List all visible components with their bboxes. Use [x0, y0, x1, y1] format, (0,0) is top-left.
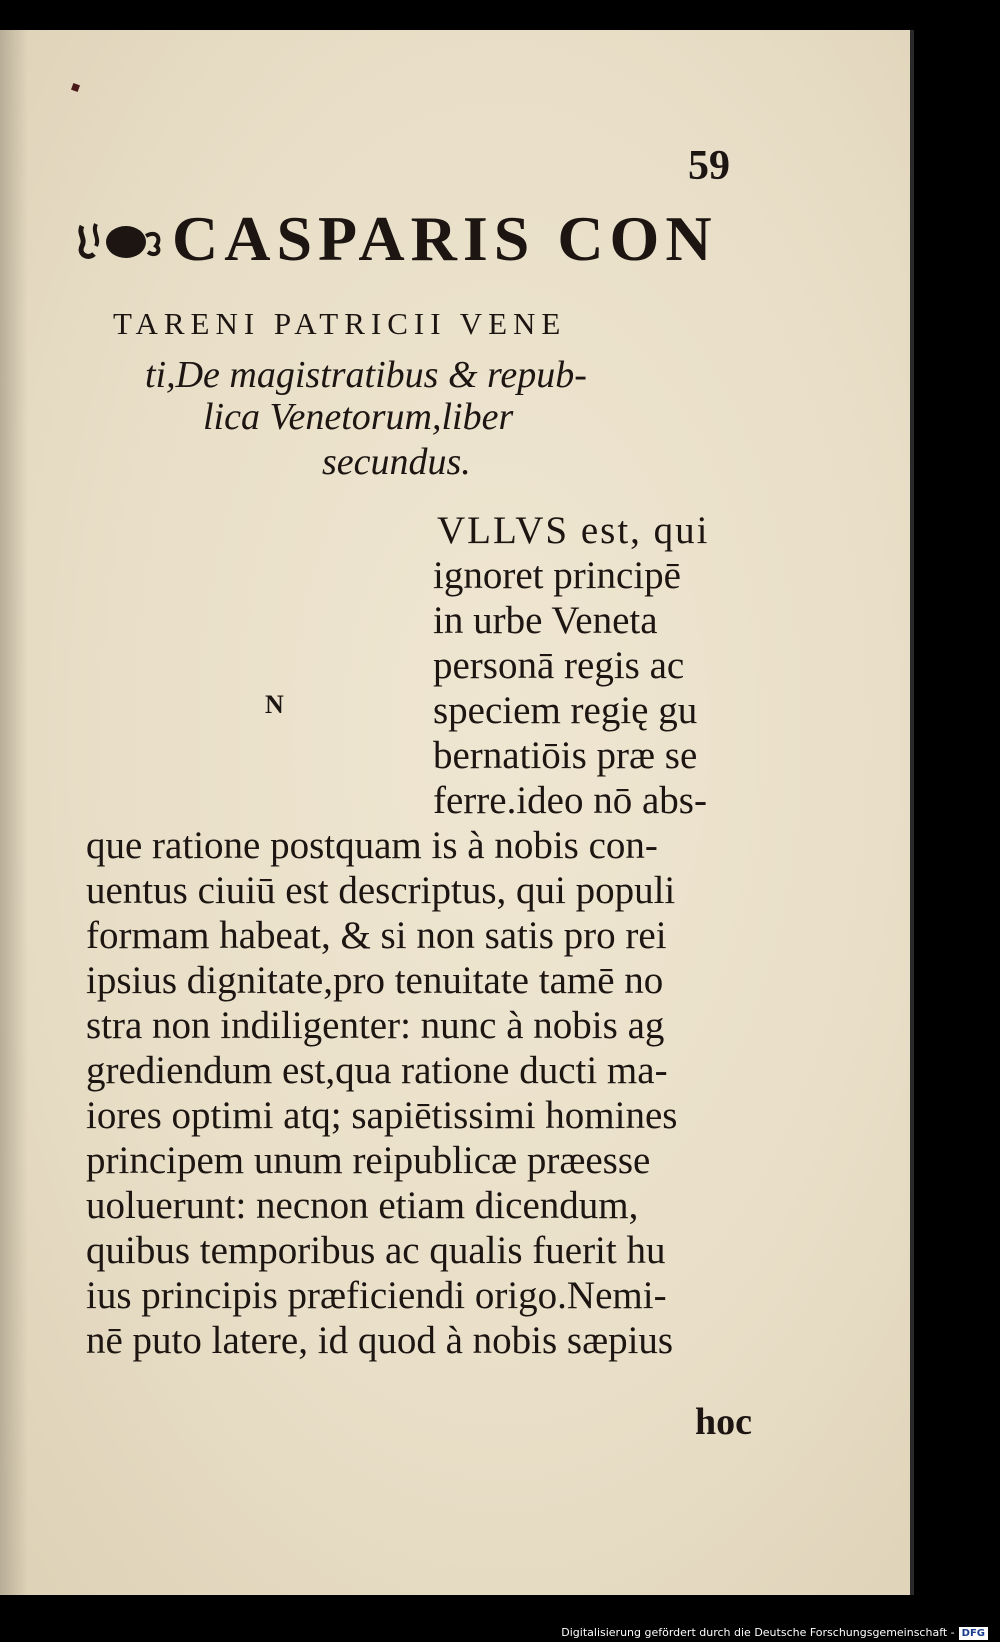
fleuron-ornament-icon	[76, 216, 166, 264]
footer-credit	[561, 1624, 988, 1642]
body-line: uoluerunt: necnon etiam dicendum,	[86, 1184, 639, 1227]
body-line: formam habeat, & si non satis pro rei	[86, 914, 667, 957]
dfg-logo: DFG	[959, 1627, 988, 1640]
book-page	[0, 30, 914, 1595]
body-line: personā regis ac	[433, 644, 685, 687]
title-main-text: CASPARIS CON	[172, 203, 718, 274]
footer-text: Digitalisierung gefördert durch die Deutsche Forschungsgemeinschaft -	[561, 1626, 955, 1639]
title-line-4: lica Venetorum,liber	[203, 396, 514, 438]
body-line: ferre.ideo nō abs-	[433, 779, 707, 822]
body-line: ius principis præficiendi origo.Nemi-	[86, 1274, 667, 1317]
body-line: que ratione postquam is à nobis con-	[86, 824, 658, 867]
title-line-2: TARENI PATRICII VENE	[113, 306, 567, 341]
title-line-5: secundus.	[322, 441, 471, 483]
body-line: ignoret principē	[433, 554, 681, 597]
initial-letter: N	[265, 690, 284, 719]
title-line-3: ti,De magistratibus & repub-	[145, 354, 587, 396]
body-line: ipsius dignitate,pro tenuitate tamē no	[86, 959, 664, 1002]
title-line-1	[76, 202, 718, 276]
body-line: stra non indiligenter: nunc à nobis ag	[86, 1004, 665, 1047]
body-line: grediendum est,qua ratione ducti ma-	[86, 1049, 668, 1092]
body-line: principem unum reipublicæ præesse	[86, 1139, 651, 1182]
ink-mark	[71, 83, 80, 92]
body-line: speciem regię gu	[433, 689, 698, 732]
body-line: nē puto latere, id quod à nobis sæpius	[86, 1319, 674, 1362]
body-line: in urbe Veneta	[433, 599, 658, 642]
body-line: VLLVS est, qui	[437, 509, 710, 552]
body-line: quibus temporibus ac qualis fuerit hu	[86, 1229, 666, 1272]
body-line: iores optimi atq; sapiētissimi homines	[86, 1094, 678, 1137]
catchword: hoc	[695, 1401, 752, 1443]
body-line: uentus ciuiū est descriptus, qui populi	[86, 869, 676, 912]
body-line: bernatiōis præ se	[433, 734, 698, 777]
page-number: 59	[688, 143, 730, 189]
